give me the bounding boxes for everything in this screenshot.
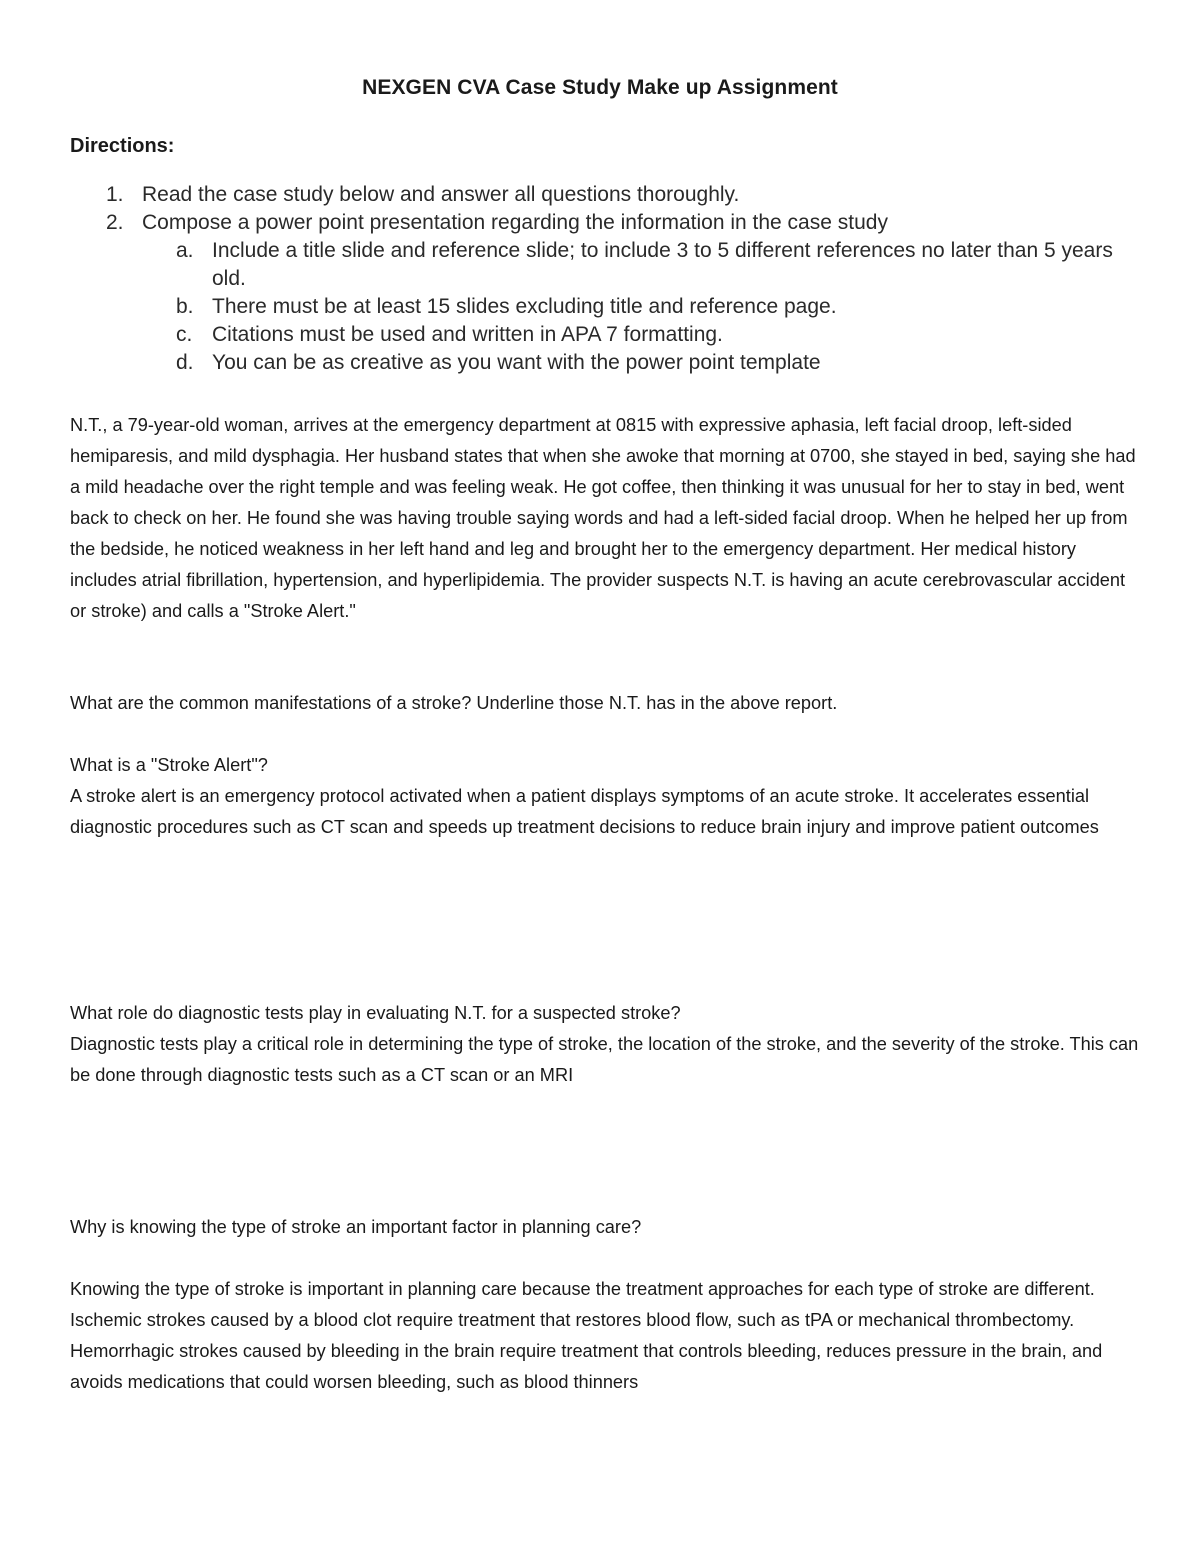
directions-heading: Directions: — [70, 135, 175, 157]
direction-item — [70, 209, 1130, 237]
direction-number: 1. — [106, 183, 124, 206]
answer-stroke-alert: A stroke alert is an emergency protocol activated when a patient displays symptoms of an acute stroke. It accelerates essential diagnostic procedures such as CT scan and speeds up treatment decisions to reduce brain injury and improve patient outcomes — [70, 786, 1099, 837]
case-study-paragraph: N.T., a 79-year-old woman, arrives at the emergency department at 0815 with expressive aphasia, left facial droop, left-sided hemiparesis, and mild dysphagia. Her husband states that when she awoke that morning at 0700, she stayed in bed, saying she had a mild headache over the right temple and was feeling weak. He got coffee, then thinking it was unusual for her to stay in bed, went back to check on her. He found she was having trouble saying words and had a left-sided facial droop. When he helped her up from the bedside, he noticed weakness in her left hand and leg and brought her to the emergency department. Her medical history includes atrial fibrillation, hypertension, and hyperlipidemia. The provider suspects N.T. is having an acute cerebrovascular accident or stroke) and calls a "Stroke Alert." — [70, 415, 1136, 621]
direction-sub-item — [70, 349, 1130, 377]
direction-text: Read the case study below and answer all questions thoroughly. — [142, 183, 740, 206]
question-stroke-type: Why is knowing the type of stroke an important factor in planning care? — [70, 1217, 642, 1237]
sub-item-text: There must be at least 15 slides excluding title and reference page. — [212, 295, 837, 318]
document-page — [70, 0, 1140, 1553]
direction-sub-item — [70, 321, 1130, 349]
direction-sub-item — [70, 237, 1130, 293]
answer-stroke-type: Knowing the type of stroke is important in planning care because the treatment approaches for each type of stroke are different. Ischemic strokes caused by a blood clot require treatment that restores blood flow, such as tPA or mechanical thrombectomy. Hemorrhagic strokes caused by bleeding in the brain require treatment that controls bleeding, reduces pressure in the brain, and avoids medications that could worsen bleeding, such as blood thinners — [70, 1279, 1103, 1392]
question-block-stroke-alert — [70, 750, 1140, 843]
direction-item — [70, 181, 1130, 209]
sub-item-text: You can be as creative as you want with the power point template — [212, 351, 821, 374]
direction-sub-item — [70, 293, 1130, 321]
direction-number: 2. — [106, 211, 124, 234]
directions-list — [70, 181, 1130, 377]
sub-item-text: Citations must be used and written in APA 7 formatting. — [212, 323, 723, 346]
sub-item-letter: a. — [176, 239, 194, 262]
document-title: NEXGEN CVA Case Study Make up Assignment — [362, 76, 838, 99]
question-diagnostic-tests: What role do diagnostic tests play in evaluating N.T. for a suspected stroke? — [70, 1003, 681, 1023]
question-block-diagnostic-tests — [70, 998, 1140, 1091]
sub-item-letter: d. — [176, 351, 194, 374]
question-manifestations: What are the common manifestations of a stroke? Underline those N.T. has in the above report. — [70, 693, 838, 713]
question-stroke-alert: What is a "Stroke Alert"? — [70, 755, 268, 775]
sub-item-letter: c. — [176, 323, 193, 346]
sub-item-text: Include a title slide and reference slide; to include 3 to 5 different references no later than 5 years old. — [212, 239, 1113, 290]
answer-diagnostic-tests: Diagnostic tests play a critical role in determining the type of stroke, the location of the stroke, and the severity of the stroke. This can be done through diagnostic tests such as a CT scan or an MRI — [70, 1034, 1139, 1085]
direction-text: Compose a power point presentation regarding the information in the case study — [142, 211, 888, 234]
sub-item-letter: b. — [176, 295, 194, 318]
